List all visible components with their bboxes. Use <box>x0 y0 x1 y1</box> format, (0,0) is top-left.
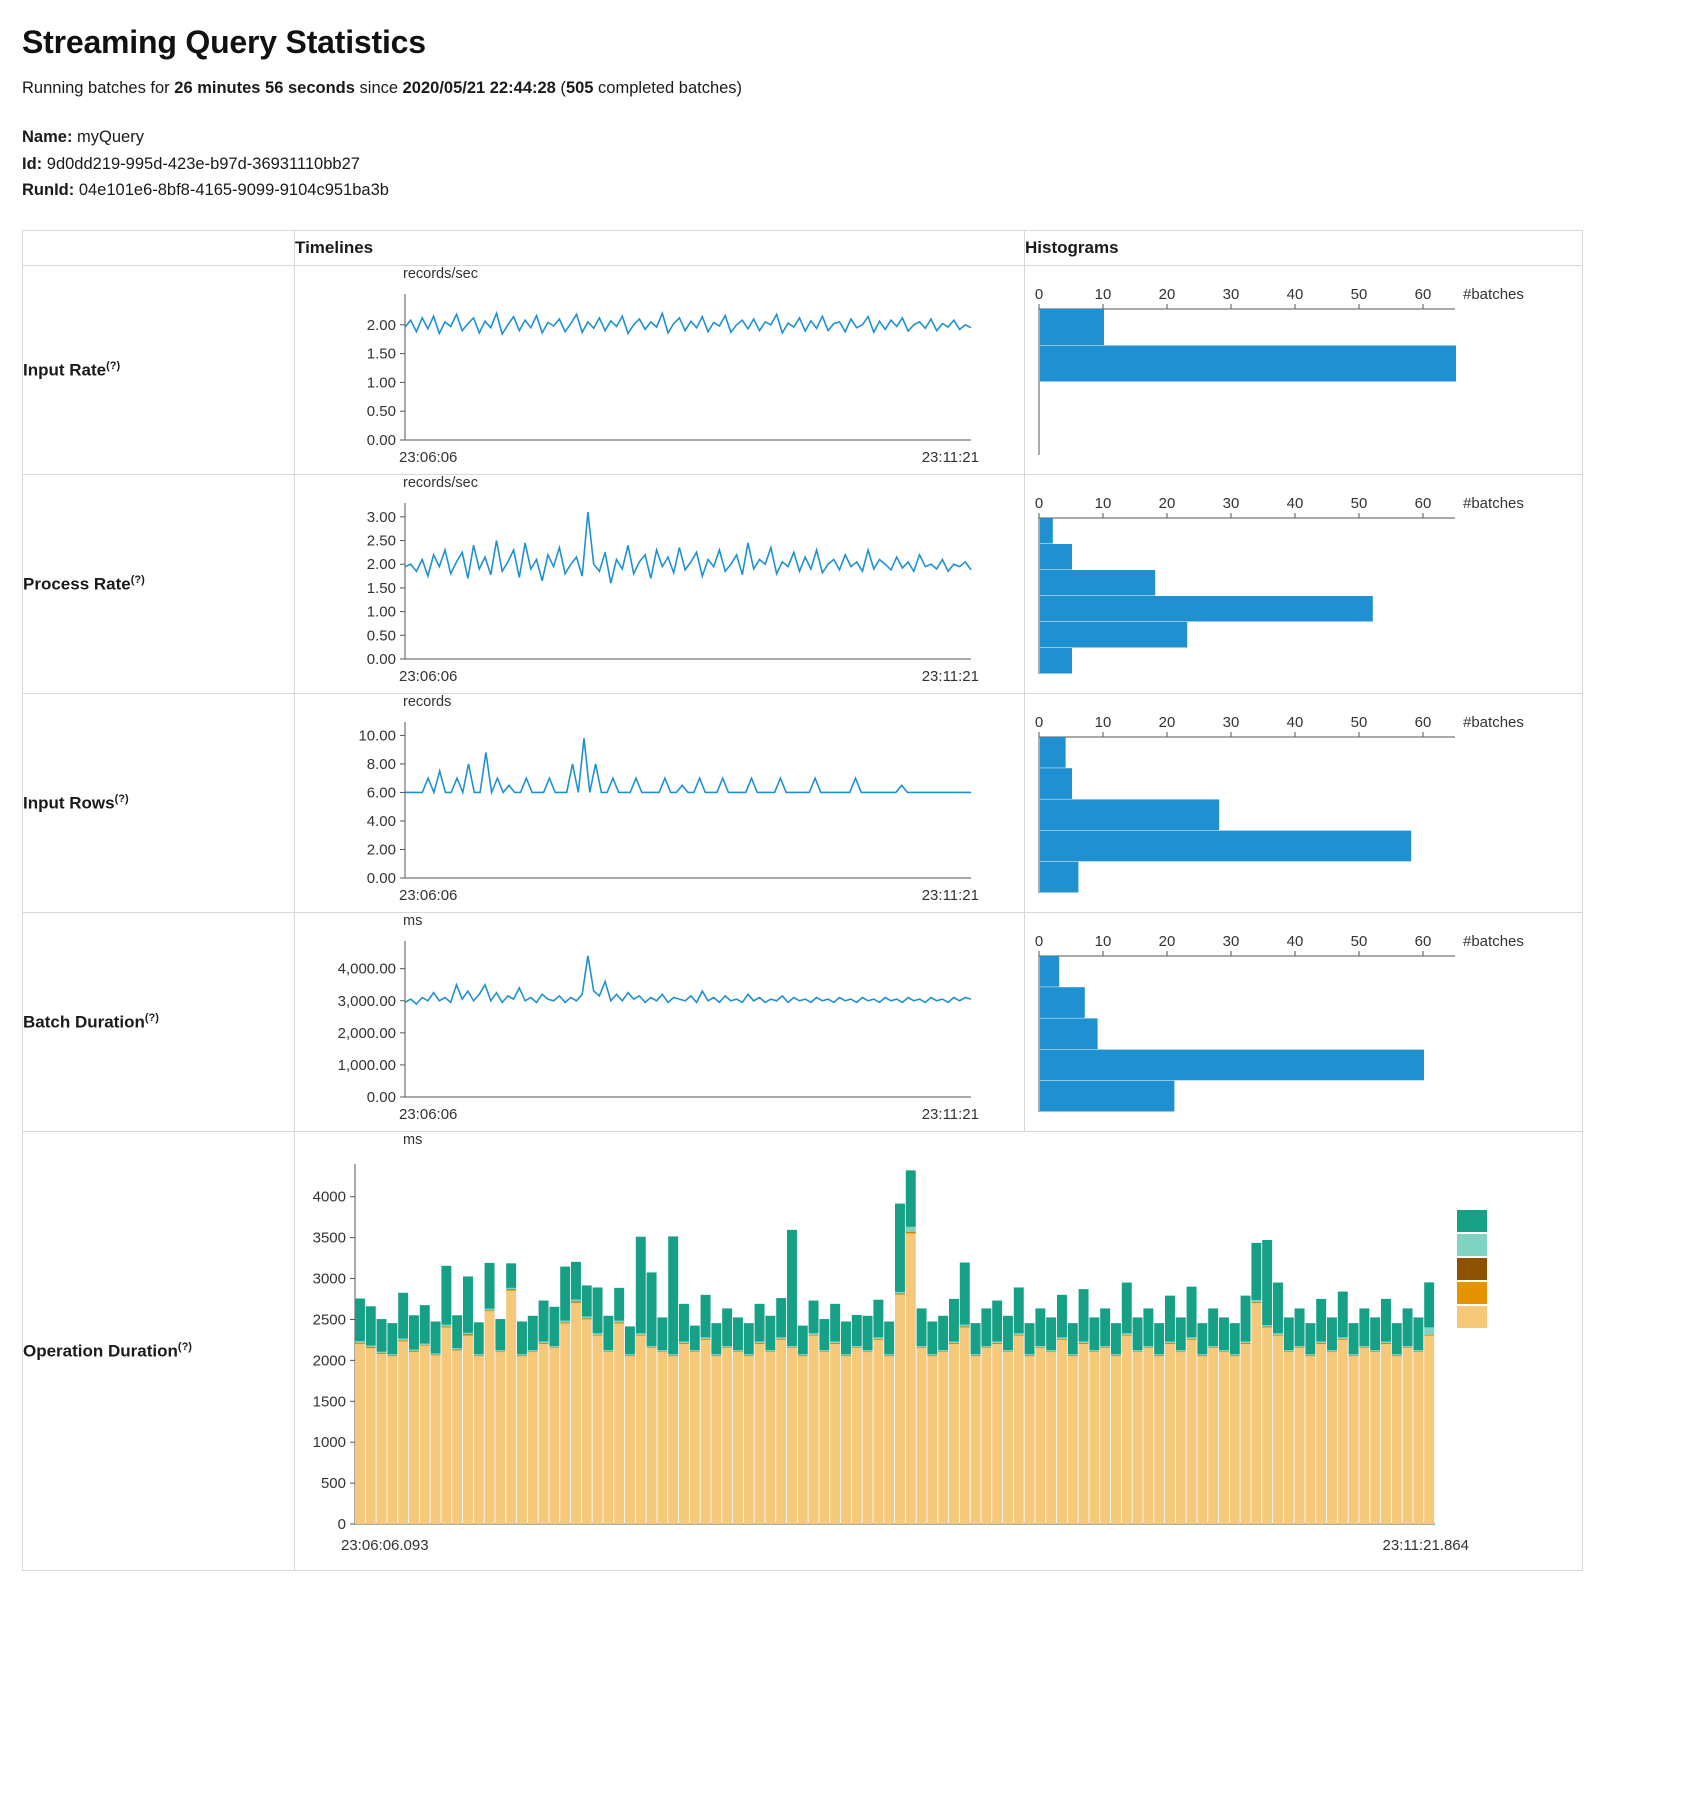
process-rate-timeline-chart <box>295 493 1024 693</box>
svg-text:20: 20 <box>1158 495 1176 513</box>
row-label-process-rate <box>23 475 295 694</box>
query-runid-label: RunId: <box>22 181 75 200</box>
table-row <box>23 1132 1583 1571</box>
svg-text:60: 60 <box>1414 286 1432 304</box>
svg-text:10: 10 <box>1094 933 1112 951</box>
row-label-text: Batch Duration <box>23 1012 145 1032</box>
svg-text:500: 500 <box>320 1475 346 1493</box>
svg-text:#batches: #batches <box>1463 286 1524 304</box>
svg-text:60: 60 <box>1414 495 1432 513</box>
svg-text:3000: 3000 <box>312 1270 346 1288</box>
query-name-label: Name: <box>22 128 73 146</box>
process-rate-timeline-cell <box>295 475 1025 694</box>
subtitle-suffix: completed batches) <box>593 79 743 97</box>
row-label-operation-duration <box>23 1132 295 1571</box>
input-rate-timeline-cell <box>295 266 1025 475</box>
query-id-line <box>22 151 1671 178</box>
running-duration: 26 minutes 56 seconds <box>174 79 355 97</box>
query-runid-value: 04e101e6-8bf8-4165-9099-9104c951ba3b <box>78 181 389 200</box>
svg-text:#batches: #batches <box>1463 714 1524 732</box>
batch-duration-unit-label: ms <box>403 913 423 930</box>
row-label-text: Input Rate <box>23 360 107 380</box>
table-row <box>23 266 1583 475</box>
svg-text:2500: 2500 <box>312 1311 346 1329</box>
query-id-label: Id: <box>22 154 43 173</box>
query-name-line <box>22 124 1671 151</box>
svg-text:50: 50 <box>1350 933 1368 951</box>
input-rows-timeline-chart <box>295 712 1024 912</box>
row-label-input-rate <box>23 266 295 475</box>
query-name-value: myQuery <box>77 128 144 146</box>
svg-text:30: 30 <box>1222 495 1240 513</box>
svg-text:2.00: 2.00 <box>366 316 396 334</box>
svg-text:40: 40 <box>1286 495 1304 513</box>
svg-text:2.50: 2.50 <box>366 532 396 550</box>
statistics-table <box>22 230 1583 1571</box>
table-row <box>23 475 1583 694</box>
svg-text:3.00: 3.00 <box>366 509 396 527</box>
svg-text:0.50: 0.50 <box>366 403 396 421</box>
subtitle-mid: since <box>354 79 403 97</box>
svg-text:0: 0 <box>1034 714 1044 732</box>
svg-text:10.00: 10.00 <box>358 727 396 745</box>
svg-text:40: 40 <box>1286 933 1304 951</box>
operation-duration-unit-label: ms <box>403 1132 423 1149</box>
svg-text:0.00: 0.00 <box>366 870 396 888</box>
svg-text:50: 50 <box>1350 714 1368 732</box>
svg-text:1.50: 1.50 <box>366 345 396 363</box>
svg-text:0: 0 <box>1034 495 1044 513</box>
svg-text:4.00: 4.00 <box>366 813 396 831</box>
header-timelines: Timelines <box>295 231 1025 266</box>
svg-text:10: 10 <box>1094 495 1112 513</box>
completed-batch-count: 505 <box>565 79 594 97</box>
svg-text:40: 40 <box>1286 714 1304 732</box>
operation-duration-chart <box>295 1150 1582 1570</box>
svg-text:#batches: #batches <box>1463 495 1524 513</box>
input-rows-unit-label: records <box>403 694 452 711</box>
svg-text:1000: 1000 <box>312 1434 346 1452</box>
input-rows-histogram-cell <box>1025 694 1583 913</box>
svg-text:50: 50 <box>1350 495 1368 513</box>
header-blank <box>23 231 295 266</box>
row-label-text: Operation Duration <box>23 1341 178 1361</box>
svg-text:10: 10 <box>1094 714 1112 732</box>
svg-text:40: 40 <box>1286 286 1304 304</box>
page-title: Streaming Query Statistics <box>22 24 426 60</box>
process-rate-unit-label: records/sec <box>403 475 478 492</box>
svg-text:0.50: 0.50 <box>366 627 396 645</box>
input-rate-unit-label: records/sec <box>403 266 478 283</box>
svg-text:8.00: 8.00 <box>366 756 396 774</box>
query-metadata <box>22 124 1671 204</box>
subtitle-paren: ( <box>555 79 566 97</box>
table-header-row <box>23 231 1583 266</box>
svg-text:1500: 1500 <box>312 1393 346 1411</box>
svg-text:23:06:06: 23:06:06 <box>399 668 458 686</box>
svg-text:0: 0 <box>1034 286 1044 304</box>
svg-text:2000: 2000 <box>312 1352 346 1370</box>
svg-text:20: 20 <box>1158 933 1176 951</box>
svg-text:1,000.00: 1,000.00 <box>337 1057 396 1075</box>
header-histograms: Histograms <box>1025 231 1583 266</box>
svg-text:10: 10 <box>1094 286 1112 304</box>
svg-text:2.00: 2.00 <box>366 841 396 859</box>
running-batches-subtitle <box>22 79 1671 98</box>
svg-text:2,000.00: 2,000.00 <box>337 1024 396 1042</box>
svg-text:30: 30 <box>1222 714 1240 732</box>
svg-text:0: 0 <box>337 1516 346 1534</box>
svg-text:20: 20 <box>1158 286 1176 304</box>
svg-text:0.00: 0.00 <box>366 1089 396 1107</box>
query-runid-line <box>22 177 1671 204</box>
svg-text:23:11:21: 23:11:21 <box>921 1106 979 1124</box>
table-row <box>23 913 1583 1132</box>
svg-text:23:11:21: 23:11:21 <box>921 449 979 467</box>
svg-text:6.00: 6.00 <box>366 784 396 802</box>
subtitle-prefix: Running batches for <box>22 79 175 97</box>
svg-text:0.00: 0.00 <box>366 651 396 669</box>
svg-text:0: 0 <box>1034 933 1044 951</box>
svg-text:1.00: 1.00 <box>366 603 396 621</box>
table-row <box>23 694 1583 913</box>
help-icon[interactable]: (?) <box>130 573 145 586</box>
help-icon[interactable]: (?) <box>177 1340 192 1353</box>
help-icon[interactable]: (?) <box>106 359 121 372</box>
start-timestamp: 2020/05/21 22:44:28 <box>402 79 556 97</box>
svg-text:3,000.00: 3,000.00 <box>337 992 396 1010</box>
svg-text:4,000.00: 4,000.00 <box>337 960 396 978</box>
row-label-text: Input Rows <box>23 793 115 813</box>
process-rate-histogram-cell <box>1025 475 1583 694</box>
svg-text:#batches: #batches <box>1463 933 1524 951</box>
svg-text:60: 60 <box>1414 714 1432 732</box>
input-rate-timeline-chart <box>295 284 1024 474</box>
row-label-text: Process Rate <box>23 574 131 594</box>
svg-text:4000: 4000 <box>312 1188 346 1206</box>
svg-text:23:11:21.864: 23:11:21.864 <box>1382 1537 1469 1555</box>
svg-text:0.00: 0.00 <box>366 432 396 450</box>
input-rows-histogram-chart <box>1025 703 1582 903</box>
svg-text:60: 60 <box>1414 933 1432 951</box>
svg-text:2.00: 2.00 <box>366 556 396 574</box>
query-id-value: 9d0dd219-995d-423e-b97d-36931110bb27 <box>46 154 360 173</box>
help-icon[interactable]: (?) <box>114 792 129 805</box>
process-rate-histogram-chart <box>1025 484 1582 684</box>
row-label-batch-duration <box>23 913 295 1132</box>
batch-duration-timeline-chart <box>295 931 1024 1131</box>
svg-text:23:06:06: 23:06:06 <box>399 449 458 467</box>
svg-text:30: 30 <box>1222 933 1240 951</box>
input-rate-histogram-cell <box>1025 266 1583 475</box>
svg-text:3500: 3500 <box>312 1229 346 1247</box>
input-rate-histogram-chart <box>1025 275 1582 465</box>
svg-text:1.50: 1.50 <box>366 580 396 598</box>
operation-duration-cell <box>295 1132 1583 1571</box>
svg-text:1.00: 1.00 <box>366 374 396 392</box>
batch-duration-histogram-cell <box>1025 913 1583 1132</box>
svg-text:23:11:21: 23:11:21 <box>921 887 979 905</box>
svg-text:23:06:06.093: 23:06:06.093 <box>341 1537 429 1555</box>
row-label-input-rows <box>23 694 295 913</box>
svg-text:23:06:06: 23:06:06 <box>399 887 458 905</box>
svg-text:23:11:21: 23:11:21 <box>921 668 979 686</box>
batch-duration-histogram-chart <box>1025 922 1582 1122</box>
svg-text:50: 50 <box>1350 286 1368 304</box>
svg-text:20: 20 <box>1158 714 1176 732</box>
batch-duration-timeline-cell <box>295 913 1025 1132</box>
svg-text:30: 30 <box>1222 286 1240 304</box>
svg-text:23:06:06: 23:06:06 <box>399 1106 458 1124</box>
input-rows-timeline-cell <box>295 694 1025 913</box>
help-icon[interactable]: (?) <box>144 1011 159 1024</box>
